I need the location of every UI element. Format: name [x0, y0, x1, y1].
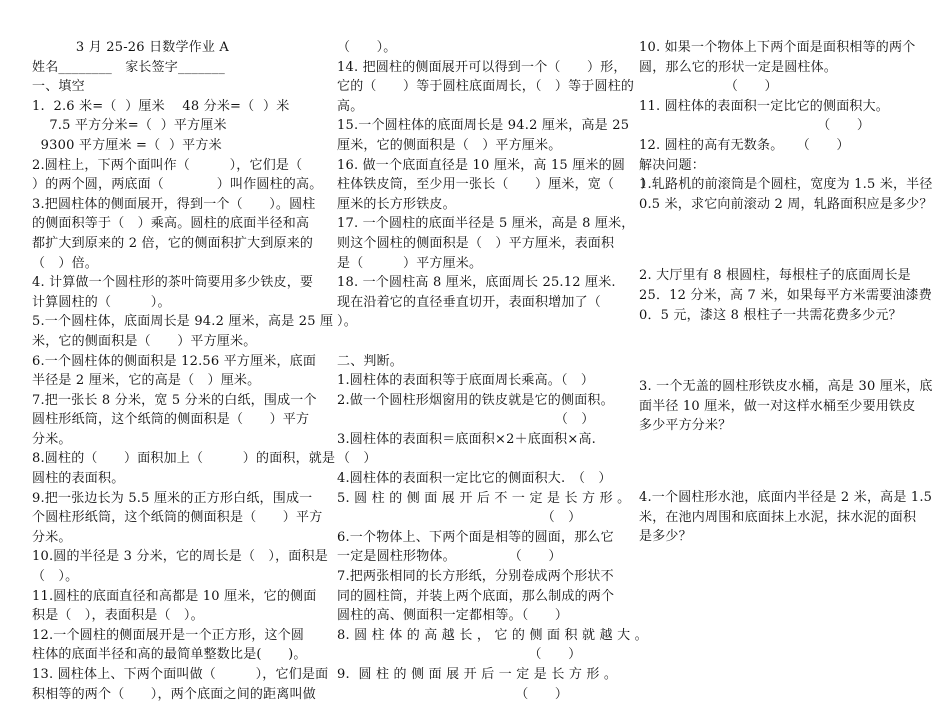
- text-line: 都扩大到原来的 2 倍，它的侧面积扩大到原来的: [32, 234, 320, 254]
- text-line: （ ）: [639, 116, 923, 136]
- text-line: 7.把一张长 8 分米，宽 5 分米的白纸，围成一个: [32, 391, 320, 411]
- column-middle: [337, 38, 621, 704]
- text-line: 7.5 平方分米=（ ）平方厘米: [32, 116, 320, 136]
- text-line: 是多少？: [639, 527, 923, 547]
- text-line: 25．12 分米，高 7 米，如果每平方米需要油漆费: [639, 286, 923, 306]
- text-line: 3. 一个无盖的圆柱形铁皮水桶，高是 30 厘米，底: [639, 377, 923, 397]
- text-line: 4.圆柱体的表面积一定比它的侧面积大. （ ）: [337, 469, 621, 489]
- text-line: 高。: [337, 97, 621, 117]
- text-line: 解决问题：: [639, 156, 923, 176]
- text-line: 一定是圆柱形物体。 （ ）: [337, 547, 621, 567]
- text-line: 积相等的两个（ ），两个底面之间的距离叫做: [32, 685, 320, 704]
- text-line: 现在沿着它的直径垂直切开，表面积增加了（: [337, 293, 621, 313]
- text-line: 6.一个物体上、下两个面是相等的圆面，那么它: [337, 528, 621, 548]
- text-line: 15.一个圆柱体的底面周长是 94.2 厘米，高是 25: [337, 116, 621, 136]
- text-line: 9300 平方厘米 =（ ）平方米: [32, 136, 320, 156]
- text-line: 姓名________ 家长签字_______: [32, 58, 320, 78]
- text-line: 2.圆柱上，下两个面叫作（ ），它们是（: [32, 156, 320, 176]
- text-line: 的侧面积等于（ ）乘高。圆柱的底面半径和高: [32, 214, 320, 234]
- problem-2: [639, 266, 923, 325]
- text-line: 1. 2.6 米=（ ）厘米 48 分米=（ ）米: [32, 97, 320, 117]
- text-line: 米，它的侧面积是（ ）平方厘米。: [32, 332, 320, 352]
- text-line: 8. 圆 柱 体 的 高 越 长 ， 它 的 侧 面 积 就 越 大 。: [337, 626, 621, 646]
- text-line: 柱体的底面半径和高的最简单整数比是( )。: [32, 645, 320, 665]
- text-line: 2. 大厅里有 8 根圆柱，每根柱子的底面周长是: [639, 266, 923, 286]
- text-line: 半径是 2 厘米，它的高是（ ）厘米。: [32, 371, 320, 391]
- text-line: 个圆柱形纸筒，这个纸筒的侧面积是（ ）平方: [32, 508, 320, 528]
- text-line: 积是（ ），表面积是（ ）。: [32, 606, 320, 626]
- text-line: 则这个圆柱的侧面积是（ ）平方厘米，表面积: [337, 234, 621, 254]
- problem-solving-section: [639, 38, 923, 214]
- text-line: 18. 一个圆柱高 8 厘米，底面周长 25.12 厘米.: [337, 273, 621, 293]
- text-line: 圆，那么它的形状一定是圆柱体。: [639, 58, 923, 78]
- text-line: （ ）: [337, 645, 621, 665]
- text-line: 它的（ ）等于圆柱底面周长，（ ）等于圆柱的: [337, 77, 621, 97]
- column-right: [639, 38, 923, 547]
- text-line: （ ）。: [32, 567, 320, 587]
- text-line: （ ）倍。: [32, 254, 320, 274]
- fill-in-section-continued: [337, 38, 621, 332]
- text-line: 8.圆柱的（ ）面积加上（ ）的面积，就是: [32, 449, 320, 469]
- column-left: [32, 38, 320, 704]
- text-line: 9. 圆 柱 的 侧 面 展 开 后 一 定 是 长 方 形 。: [337, 665, 621, 685]
- text-line: ）。: [337, 312, 621, 332]
- text-line: 4. 计算做一个圆柱形的茶叶筒要用多少铁皮，要: [32, 273, 320, 293]
- text-line: 5.一个圆柱体，底面周长是 94.2 厘米，高是 25 厘: [32, 312, 320, 332]
- text-line: 面半径 10 厘米，做一对这样水桶至少要用铁皮: [639, 397, 923, 417]
- text-line: 圆柱形纸筒，这个纸筒的侧面积是（ ）平方: [32, 410, 320, 430]
- answer-space: [639, 325, 923, 377]
- text-line: （ ）: [337, 685, 621, 704]
- text-line: （ ）: [337, 410, 621, 430]
- text-line: 4.一个圆柱形水池，底面内半径是 2 米，高是 1.5: [639, 488, 923, 508]
- text-line: 14. 把圆柱的侧面展开可以得到一个（ ）形，: [337, 58, 621, 78]
- text-line: 5. 圆 柱 的 侧 面 展 开 后 不 一 定 是 长 方 形 。: [337, 489, 621, 509]
- text-line: 2.做一个圆柱形烟窗用的铁皮就是它的侧面积。: [337, 391, 621, 411]
- text-line: 11. 圆柱体的表面积一定比它的侧面积大。: [639, 97, 923, 117]
- true-false-section: [337, 352, 621, 704]
- text-line: 多少平方分米？: [639, 416, 923, 436]
- text-line: 12.一个圆柱的侧面展开是一个正方形，这个圆: [32, 626, 320, 646]
- text-line: 11.圆柱的底面直径和高都是 10 厘米，它的侧面: [32, 587, 320, 607]
- text-line: （ ）: [639, 77, 923, 97]
- text-line: 圆柱的表面积。: [32, 469, 320, 489]
- text-line: 3 月 25-26 日数学作业 A: [32, 38, 320, 58]
- text-line: 1.圆柱体的表面积等于底面周长乘高。（ ）: [337, 371, 621, 391]
- text-line: 9.把一张边长为 5.5 厘米的正方形白纸，围成一: [32, 489, 320, 509]
- text-line: 分米。: [32, 528, 320, 548]
- text-line: （ ）: [337, 508, 621, 528]
- text-line: 是（ ）平方厘米。: [337, 254, 621, 274]
- text-line: 3.圆柱体的表面积＝底面积×2＋底面积×高.: [337, 430, 621, 450]
- text-line: 1.轧路机的前滚筒是个圆柱，宽度为 1.5 米，半径: [639, 175, 923, 195]
- answer-space: [639, 214, 923, 266]
- text-line: 分米。: [32, 430, 320, 450]
- text-line: 13. 圆柱体上、下两个面叫做（ ），它们是面: [32, 665, 320, 685]
- text-line: 同的圆柱筒，并装上两个底面，那么制成的两个: [337, 587, 621, 607]
- text-line: 0．5 元，漆这 8 根柱子一共需花费多少元？: [639, 306, 923, 326]
- text-line: 6.一个圆柱体的侧面积是 12.56 平方厘米，底面: [32, 352, 320, 372]
- text-line: 16. 做一个底面直径是 10 厘米，高 15 厘米的圆: [337, 156, 621, 176]
- text-line: 米，在池内周围和底面抹上水泥，抹水泥的面积: [639, 508, 923, 528]
- text-line: 10. 如果一个物体上下两个面是面积相等的两个: [639, 38, 923, 58]
- text-line: 厘米，它的侧面积是（ ）平方厘米。: [337, 136, 621, 156]
- problem-4: [639, 488, 923, 547]
- spacer: [337, 332, 621, 352]
- text-line: 17. 一个圆柱的底面半径是 5 厘米，高是 8 厘米，: [337, 214, 621, 234]
- text-line: 二、判断。: [337, 352, 621, 372]
- text-line: ）的两个圆，两底面（ ）叫作圆柱的高。: [32, 175, 320, 195]
- text-line: 3.把圆柱体的侧面展开，得到一个（ ）。圆柱: [32, 195, 320, 215]
- text-line: 10.圆的半径是 3 分米，它的周长是（ ），面积是: [32, 547, 320, 567]
- text-line: 一、填空: [32, 77, 320, 97]
- problem-3: [639, 377, 923, 436]
- text-line: 7.把两张相同的长方形纸，分别卷成两个形状不: [337, 567, 621, 587]
- text-line: （ ）。: [337, 38, 621, 58]
- text-line: 12. 圆柱的高有无数条。 （ ）: [639, 136, 923, 156]
- text-line: 柱体铁皮筒，至少用一张长（ ）厘米，宽（ ）: [337, 175, 621, 195]
- answer-space: [639, 436, 923, 488]
- text-line: 0.5 米，求它向前滚动 2 周，轧路面积应是多少？: [639, 195, 923, 215]
- text-line: 计算圆柱的（ ）。: [32, 293, 320, 313]
- text-line: （ ）: [337, 449, 621, 469]
- text-line: 圆柱的高、侧面积一定都相等。（ ）: [337, 606, 621, 626]
- text-line: 厘米的长方形铁皮。: [337, 195, 621, 215]
